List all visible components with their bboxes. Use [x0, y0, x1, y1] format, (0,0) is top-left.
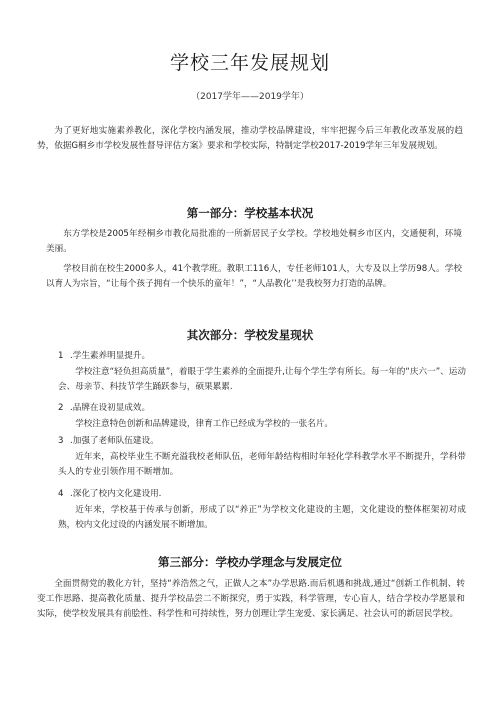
list-item-4-body: 近年来，学校基于传承与创新，形成了以“养正”为学校文化建设的主题，文化建设的整体框架初对成熟，校内文化过设的内涵发展不断增加。 — [58, 505, 466, 530]
list-item-title: .品牌在设初显成效。 — [70, 403, 151, 413]
list-item-title: .深化了校内文化建设用. — [70, 489, 162, 499]
list-item-number: 3 — [58, 436, 64, 446]
part1-paragraph-1: 东方学校是2005年经桐乡市教化局批准的一所新居民子女学校。学校地处桐乡市区内，交通便利，环境美丽。 — [46, 229, 462, 254]
list-item-number: 1 — [58, 351, 64, 361]
part1-heading: 第一部分：学校基本状况 — [186, 206, 314, 220]
list-item-title: .学生素养明显提升。 — [70, 351, 151, 361]
list-item-1-body: 学校注意“轻负担高质量”，着眼于学生素养的全面提升,让每个学生学有所长。每一年的“庆六一”、运动会、母亲节、科技节学生踊跃参与，硕果累累. — [58, 367, 466, 392]
page-subtitle: （2017学年——2019学年） — [191, 92, 309, 102]
list-item-2-body: 学校注意特色创新和品牌建设，律育工作已经成为学校的一张名片。 — [75, 419, 334, 429]
page-title: 学校三年发展规划 — [169, 52, 330, 74]
list-item-number: 2 — [58, 403, 64, 413]
part1-paragraph-2: 学校目前在校生2000多人，41个教学班。教职工116人，专任老师101人，大专及以上学历98人。学校以育人为宗旨，“让每个孩子拥有一个快乐的童年！”，“人品教化’’是我校努力打造的品牌。 — [46, 264, 462, 289]
part3-paragraph: 全面贯彻党的教化方针，坚持“养浩然之气，正做人之本”办学思路.而后机遇和挑战,通过“创新工作机制、转变工作思路、提高教化质量、提升学校品尝二不断探究，勇于实践，科学管理，专心盲人，结合学校办学愿景和实际，使学校发展具有前脍性、科学性和可持续性，努力创理让学生宠爱、家长满足、社会认可的新居民学校。 — [37, 579, 465, 619]
intro-paragraph: 为了更好地实施素养教化，深化学校内涵发展，推动学校品牌建设，牢牢把握今后三年教化改革发展的趋势，依据G桐乡市学校发展性督导评估方案》要求和学校实际，特制定学校2017-2019学年三年发展规划。 — [37, 126, 463, 151]
list-item-title: .加强了老师队伍建设。 — [70, 436, 159, 446]
list-item-3-body: 近年来，高校毕业生不断充溢我校老师队伍，老师年龄结构相时年轻化学科教学水平不断提升，学科带头人的专业引领作用不断增加。 — [58, 452, 466, 477]
list-item-4-heading — [58, 487, 161, 499]
list-item-2-heading — [58, 401, 150, 413]
list-item-number: 4 — [58, 489, 64, 499]
list-item-1-heading — [58, 349, 150, 361]
list-item-3-heading — [58, 434, 159, 446]
part2-heading: 其次部分：学校发星现状 — [186, 328, 314, 342]
part3-heading: 第三部分：学校办学理念与发展定位 — [158, 555, 342, 569]
